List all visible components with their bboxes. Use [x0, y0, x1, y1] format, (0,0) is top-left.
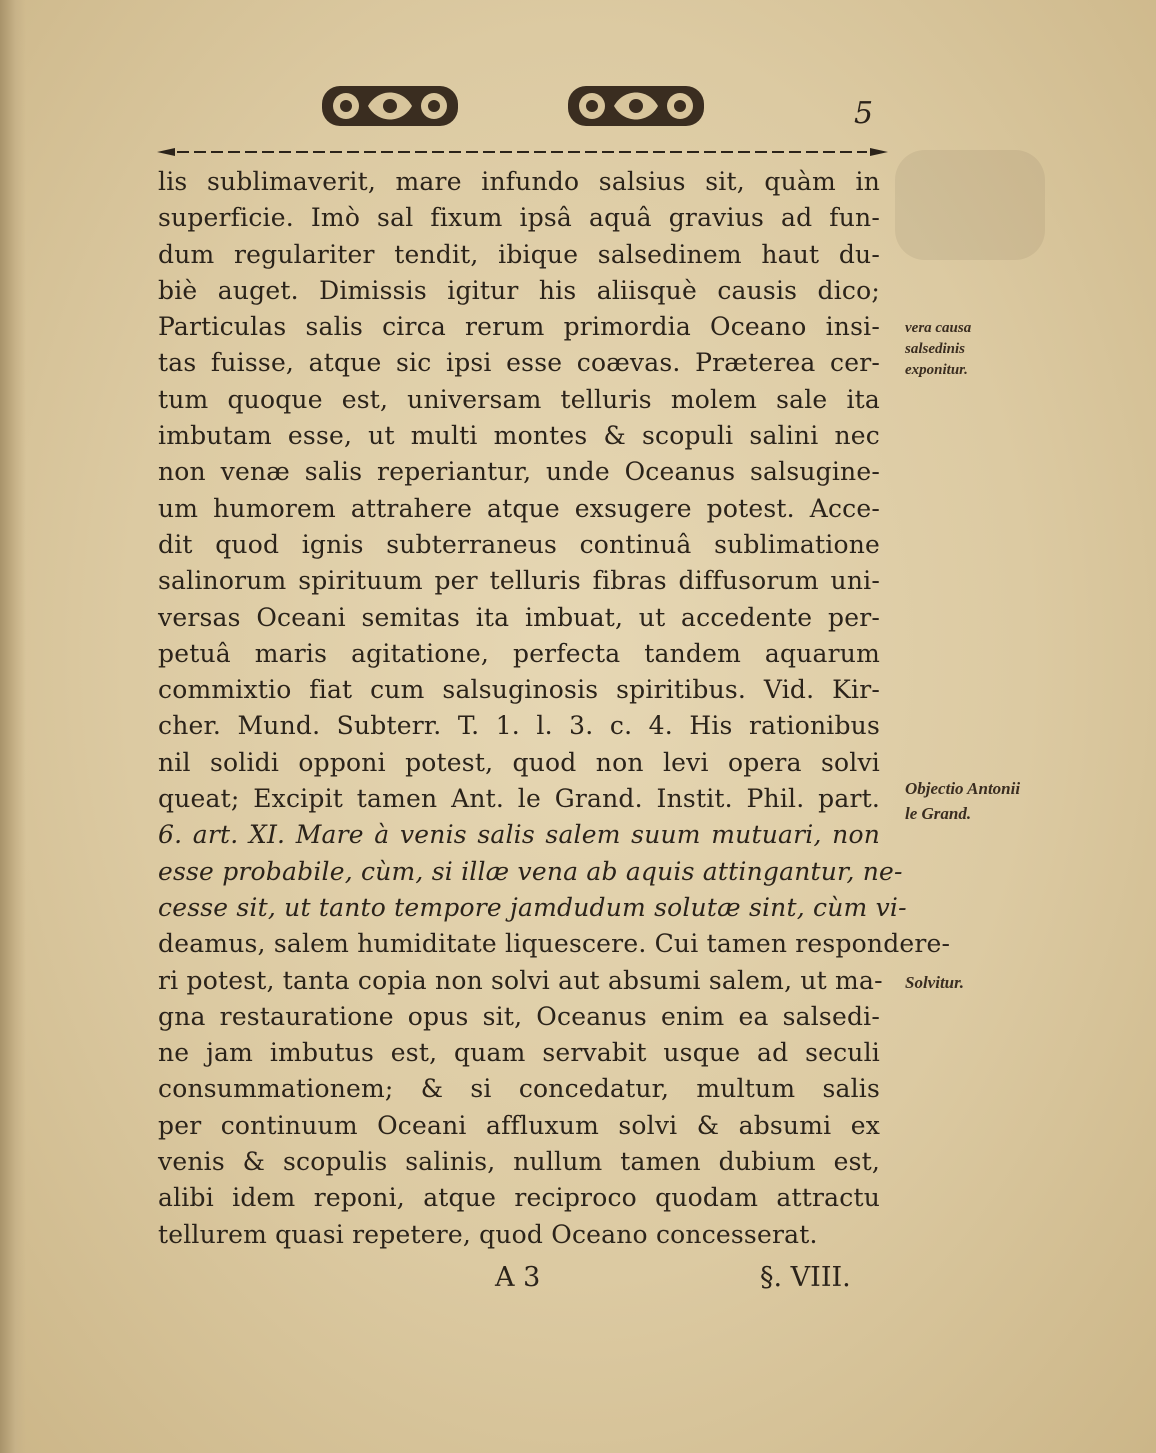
text-line: salinorum spirituum per telluris fibras diffusorum uni- [158, 566, 880, 596]
text-line: Particulas salis circa rerum primordia Oceano insi- [158, 312, 880, 342]
text-line: tellurem quasi repetere, quod Oceano concesserat. [158, 1219, 818, 1249]
text-line: imbutam esse, ut multi montes & scopuli salini nec [158, 421, 880, 451]
text-line: tum quoque est, universam telluris molem sale ita [158, 384, 880, 414]
text-line: esse probabile, cùm, si illæ vena ab aquis attingantur, ne- [158, 856, 903, 886]
text-line: gna restauratione opus sit, Oceanus enim ea salsedi- [158, 1001, 880, 1031]
text-line: dum regulariter tendit, ibique salsedinem haut du- [158, 239, 880, 269]
text-line: deamus, salem humiditate liquescere. Cui tamen respondere- [158, 929, 951, 959]
text-line: per continuum Oceani affluxum solvi & absumi ex [158, 1110, 880, 1140]
text-line: biè auget. Dimissis igitur his aliisquè causis dico; [158, 275, 880, 305]
head-rule [155, 146, 890, 158]
catchword: §. VIII. [760, 1262, 851, 1293]
show-through-stain [895, 150, 1045, 260]
text-line: commixtio fiat cum salsuginosis spiritibus. Vid. Kir- [158, 675, 880, 705]
text-line: versas Oceani semitas ita imbuat, ut accedente per- [158, 602, 880, 632]
text-line: um humorem attrahere atque exsugere potest. Acce- [158, 493, 880, 523]
text-line: superficie. Imò sal fixum ipsâ aquâ gravius ad fun- [158, 203, 880, 233]
right-headpiece-ornament [566, 80, 706, 132]
book-spine-shadow [0, 0, 26, 1453]
text-line: cesse sit, ut tanto tempore jamdudum solutæ sint, cùm vi- [158, 892, 907, 922]
signature-mark: A 3 [495, 1262, 541, 1293]
text-line: consummationem; & si concedatur, multum salis [158, 1074, 880, 1104]
text-line: 6. art. XI. Mare à venis salis salem suum mutuari, non [158, 820, 880, 850]
text-line: ri potest, tanta copia non solvi aut absumi salem, ut ma- [158, 965, 883, 995]
text-line: venis & scopulis salinis, nullum tamen dubium est, [158, 1147, 880, 1177]
text-line: ne jam imbutus est, quam servabit usque ad seculi [158, 1038, 880, 1068]
text-line: lis sublimaverit, mare infundo salsius sit, quàm in [158, 167, 880, 196]
margin-note-vera-causa: vera causa salsedinis exponitur. [905, 320, 972, 378]
text-line: non venæ salis reperiantur, unde Oceanus salsugine- [158, 457, 880, 487]
text-line: cher. Mund. Subterr. T. 1. l. 3. c. 4. His rationibus [158, 711, 880, 741]
text-line: alibi idem reponi, atque reciproco quodam attractu [158, 1183, 880, 1213]
text-line: queat; Excipit tamen Ant. le Grand. Instit. Phil. part. [158, 784, 880, 814]
left-headpiece-ornament [320, 80, 460, 132]
page-number: 5 [854, 96, 874, 131]
margin-note-objectio: Objectio Antonii le Grand. [905, 779, 1021, 823]
margin-note-solvitur: Solvitur. [905, 973, 965, 992]
text-line: dit quod ignis subterraneus continuâ sublimatione [158, 529, 880, 559]
text-line: petuâ maris agitatione, perfecta tandem aquarum [158, 638, 880, 668]
text-line: nil solidi opponi potest, quod non levi opera solvi [158, 747, 880, 777]
text-line: tas fuisse, atque sic ipsi esse coævas. Præterea cer- [158, 348, 880, 378]
